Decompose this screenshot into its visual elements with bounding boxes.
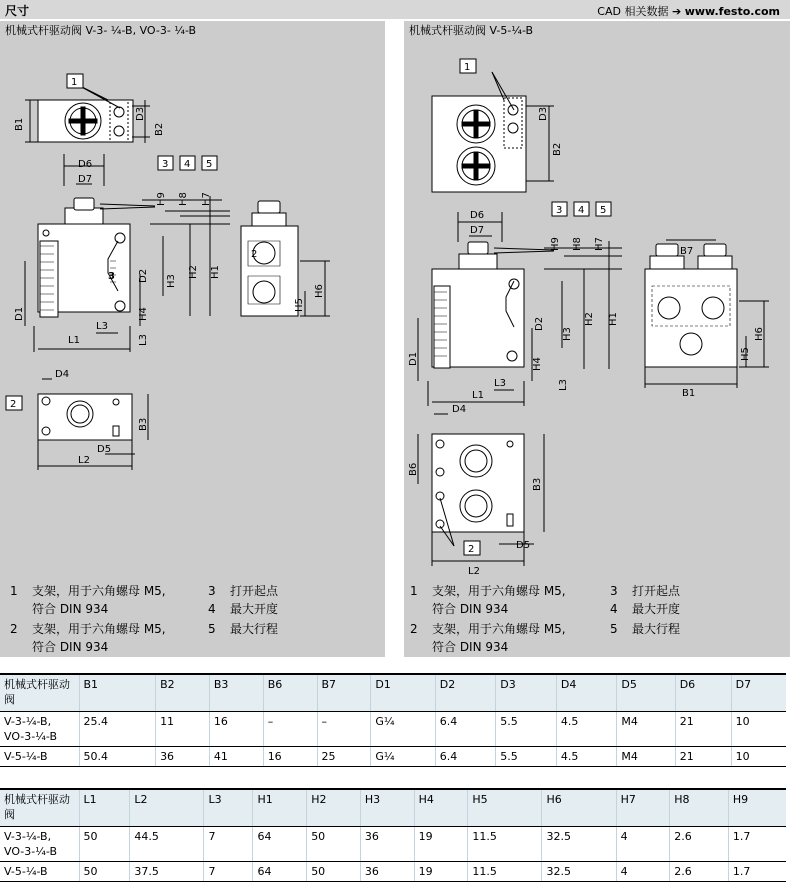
table-header-cell: D5	[617, 674, 675, 711]
dim-l1: L1	[68, 335, 80, 346]
table-cell: 16	[263, 746, 317, 766]
callout-5-v5: 5	[600, 205, 607, 216]
dim-d7: D7	[78, 174, 93, 185]
table-header-cell: H2	[307, 789, 361, 826]
table-cell: 1.7	[728, 826, 786, 861]
table-cell: V-5-¼-B	[0, 746, 79, 766]
table-header-cell: H4	[414, 789, 468, 826]
table-cell: 36	[156, 746, 210, 766]
spec-table-l-h	[0, 788, 786, 882]
panel-v5-title: 机械式杆驱动阀 V-5-¼-B	[409, 24, 534, 37]
callout-1-v5: 1	[464, 62, 471, 73]
table-header-cell: B6	[263, 674, 317, 711]
table-header-cell: H9	[728, 789, 786, 826]
table-header-cell: H6	[542, 789, 616, 826]
table-header-cell: 机械式杆驱动阀	[0, 789, 79, 826]
table-cell: 16	[209, 711, 263, 746]
dim-l3-side: L3	[138, 334, 149, 346]
dim-d1: D1	[14, 306, 25, 321]
table-header-cell: H8	[670, 789, 729, 826]
callout-2-v5: 2	[468, 544, 475, 555]
table-cell: 10	[731, 746, 786, 766]
dim-l2-v5: L2	[468, 566, 480, 577]
table-cell: V-3-¼-B, VO-3-¼-B	[0, 711, 79, 746]
dim-h2-v5: H2	[584, 312, 595, 326]
table-cell: 64	[253, 826, 307, 861]
table-row	[0, 826, 786, 861]
section-header	[0, 0, 790, 19]
dim-l1-v5: L1	[472, 390, 484, 401]
dim-l3-side-v5: L3	[558, 379, 569, 391]
callout-1: 1	[71, 77, 78, 88]
table-cell: 36	[360, 861, 414, 881]
dim-h6: H6	[314, 284, 325, 298]
dim-h6-v5: H6	[754, 327, 765, 341]
dim-d2: D2	[138, 268, 149, 283]
table-header-cell: D3	[496, 674, 557, 711]
table-cell: G¼	[371, 711, 435, 746]
dim-d4: D4	[55, 369, 70, 380]
table-header-row	[0, 674, 786, 711]
dim-h1-v5: H1	[608, 312, 619, 326]
panel-v3-title: 机械式杆驱动阀 V-3- ¼-B, VO-3- ¼-B	[5, 24, 197, 37]
dim-h9: H9	[156, 192, 167, 206]
table-row	[0, 746, 786, 766]
port-3-label: 3	[108, 271, 115, 282]
table-header-cell: D2	[435, 674, 496, 711]
table-cell: 50	[307, 861, 361, 881]
table-cell: 37.5	[130, 861, 204, 881]
table-cell: 6.4	[435, 746, 496, 766]
table-cell: 4.5	[556, 746, 617, 766]
table-cell: 36	[360, 826, 414, 861]
table-cell: 4	[616, 861, 670, 881]
table-header-row	[0, 789, 786, 826]
callout-2: 2	[10, 399, 17, 410]
table-cell: 2.6	[670, 826, 729, 861]
table-cell: 19	[414, 826, 468, 861]
panel-v3	[0, 21, 385, 657]
dim-h5-v5: H5	[740, 347, 751, 361]
spec-table-b-d	[0, 673, 786, 767]
table-header-cell: D6	[675, 674, 731, 711]
table-cell: 1.7	[728, 861, 786, 881]
cad-url[interactable]: www.festo.com	[684, 5, 780, 18]
table-cell: 25.4	[79, 711, 156, 746]
table-cell: 50	[79, 861, 130, 881]
table-cell: 32.5	[542, 826, 616, 861]
table-cell: V-5-¼-B	[0, 861, 79, 881]
dim-b1: B1	[14, 117, 25, 131]
table-cell: 5.5	[496, 746, 557, 766]
dim-b2-v5: B2	[552, 142, 563, 156]
table-header-cell: D7	[731, 674, 786, 711]
table-header-cell: H5	[468, 789, 542, 826]
dim-d5-v5: D5	[516, 540, 531, 551]
dim-d6: D6	[78, 159, 93, 170]
table-cell: 50.4	[79, 746, 156, 766]
callout-5: 5	[206, 159, 213, 170]
table-cell: 11.5	[468, 826, 542, 861]
table-cell: 21	[675, 746, 731, 766]
table-header-cell: B1	[79, 674, 156, 711]
dim-b6-v5: B6	[408, 462, 419, 476]
dim-d7-v5: D7	[470, 225, 485, 236]
cad-label: CAD 相关数据	[597, 5, 669, 18]
dim-h9-v5: H9	[550, 237, 561, 251]
section-title: 尺寸	[5, 4, 30, 18]
callout-3-v5: 3	[556, 205, 563, 216]
table-row	[0, 711, 786, 746]
dim-b1-v5-side: B1	[682, 388, 696, 399]
table-cell: 10	[731, 711, 786, 746]
dim-h7-v5: H7	[594, 237, 605, 251]
dim-l2: L2	[78, 455, 90, 466]
table-row	[0, 861, 786, 881]
dim-d3: D3	[135, 106, 146, 121]
dim-d5: D5	[97, 444, 112, 455]
table-cell: 25	[317, 746, 371, 766]
table-cell: V-3-¼-B, VO-3-¼-B	[0, 826, 79, 861]
table-cell: 5.5	[496, 711, 557, 746]
table-cell: 41	[209, 746, 263, 766]
dim-d6-v5: D6	[470, 210, 485, 221]
dim-b3: B3	[138, 417, 149, 431]
table-cell: –	[317, 711, 371, 746]
callout-3: 3	[162, 159, 169, 170]
dim-h4: H4	[138, 307, 149, 321]
table-cell: 21	[675, 711, 731, 746]
callout-4: 4	[184, 159, 191, 170]
table-header-cell: L3	[204, 789, 253, 826]
drawing-v5	[404, 36, 790, 596]
dim-d3-v5: D3	[538, 106, 549, 121]
table-cell: 4	[616, 826, 670, 861]
table-cell: 32.5	[542, 861, 616, 881]
dim-d1-v5: D1	[408, 351, 419, 366]
dim-b2: B2	[154, 122, 165, 136]
dim-h3-v5: H3	[562, 327, 573, 341]
table-header-cell: B7	[317, 674, 371, 711]
dim-d2-v5: D2	[534, 316, 545, 331]
legend-v5: 1 支架，用于六角螺母 M5, 符合 DIN 934 2 支架，用于六角螺母 M5, 符合 DIN 934 3 打开起点 4 最大开度 5 最大行程	[410, 584, 681, 654]
table-cell: M4	[617, 746, 675, 766]
legend-v3: 1 支架，用于六角螺母 M5, 符合 DIN 934 2 支架，用于六角螺母 M5, 符合 DIN 934 3 打开起点 4 最大开度 5 最大行程	[10, 584, 279, 654]
table-header-cell: 机械式杆驱动阀	[0, 674, 79, 711]
table-header-cell: H7	[616, 789, 670, 826]
dim-b3-v5: B3	[532, 477, 543, 491]
table-header-cell: D4	[556, 674, 617, 711]
table-header-cell: B3	[209, 674, 263, 711]
dim-l3-v5: L3	[494, 378, 506, 389]
dim-h1: H1	[210, 265, 221, 279]
table-cell: G¼	[371, 746, 435, 766]
table-cell: 50	[79, 826, 130, 861]
table-header-cell: B2	[156, 674, 210, 711]
cad-link[interactable]	[597, 3, 780, 19]
table-cell: –	[263, 711, 317, 746]
table-header-cell: L2	[130, 789, 204, 826]
dim-h7: H7	[201, 192, 212, 206]
table-cell: M4	[617, 711, 675, 746]
dim-h5: H5	[294, 298, 305, 312]
panel-v5	[404, 21, 790, 657]
table-cell: 44.5	[130, 826, 204, 861]
arrow-right-icon: ➔	[671, 5, 682, 18]
table-cell: 4.5	[556, 711, 617, 746]
table-cell: 11.5	[468, 861, 542, 881]
dim-h8-v5: H8	[572, 237, 583, 251]
table-header-cell: H3	[360, 789, 414, 826]
dim-b7-v5: B7	[680, 246, 694, 257]
table-cell: 64	[253, 861, 307, 881]
dim-h3: H3	[166, 274, 177, 288]
callout-4-v5: 4	[578, 205, 585, 216]
table-cell: 7	[204, 861, 253, 881]
dim-h8: H8	[178, 192, 189, 206]
table-header-cell: D1	[371, 674, 435, 711]
table-cell: 11	[156, 711, 210, 746]
table-header-cell: H1	[253, 789, 307, 826]
table-cell: 2.6	[670, 861, 729, 881]
table-cell: 7	[204, 826, 253, 861]
table-cell: 19	[414, 861, 468, 881]
table-cell: 6.4	[435, 711, 496, 746]
dim-h4-v5: H4	[532, 357, 543, 371]
table-header-cell: L1	[79, 789, 130, 826]
port-2-label: 2	[251, 249, 258, 260]
dim-d4-v5: D4	[452, 404, 467, 415]
table-cell: 50	[307, 826, 361, 861]
drawing-v3	[0, 36, 385, 596]
dim-h2: H2	[188, 265, 199, 279]
dim-l3: L3	[96, 321, 108, 332]
